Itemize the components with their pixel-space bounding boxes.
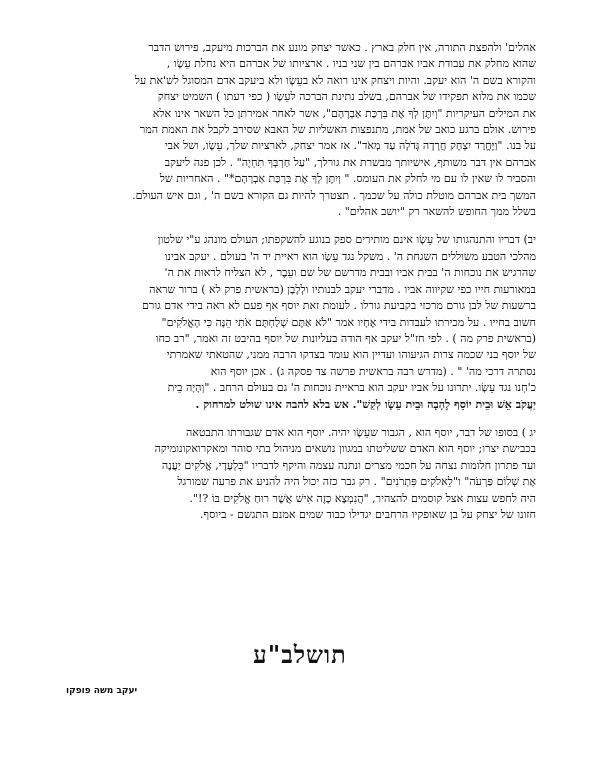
text-line: יג ) בסופו של דבר, יוסף הוא , הגבור שעֵשָׂו יהיה. יוסף הוא אדם שגבורתו התבטאה [185,425,536,439]
text-line: יַעֲקֹב אֵשׁ וּבֵית יוֹסֵף לֶהָבָה וּבֵית עֵשָׂו לְקַשׁ". אש בלא להבה אינו שולט למרחוק . [195,397,536,411]
text-line: חשוב בחייו . על מכירתו לעבדות בידי אֶחָיו אמר "לֹא אַתֶּם שְׁלַחְתֶּם אֹתִי הֵנָּה כִּי הָאֱלֹקִים" [161,315,536,329]
text-line: והקורא בשם ה' הוא יעקב. והיות ויצחק אינו רואה לא בעֵשָׂו ולא ביעקב אדם המסוגל לש'את על [134,73,536,87]
closing-phrase: תושלב"ע [253,640,347,669]
text-line: והסביר לו שאין לו עם מי לחלק את העומס. " וְיִתֶּן לְךָ אֶת בִּרְכַּת אַבְרָהָם*" . האחריות של [159,172,536,186]
text-line: אהלים' ולהפצת התורה, אין חלק בארץ . כאשר יצחק מונע את הברכות מיעקב, פירוש הדבר [148,41,536,54]
text-line: שהרגיש את נוכחות ה' בבית אביו ובבית מדרשם של שם ועֵבֶר , לא הצליח לראות את ה' [164,266,536,280]
text-line: ברשעות של לבן גורם מרכזי בקביעת גורלו . לעומת זאת יוסף אף פעם לא ראה בידי אדם גורם [142,299,536,313]
text-line: היה לחפש עצות אצל קוסמים להצהיר, "הֲנִמְצָא כָזֶה אִישׁ אֲשֶׁר רוּחַ אֱלֹקִים בּוֹ ?!". [189,491,536,505]
text-line: פירוש. אולם ברגע כואב של אמת, מתנפצות האשליות של האבא שסירב לקבל את האמת המר [139,123,536,137]
text-line: מהלכי הטבע משוללים השגחת ה' . משקל נגד עֵשָׂו הוא ראיית יד ה' בעולם . יעקב אבינו [164,249,536,263]
text-line: אֶת שְׁלוֹם פַּרְעֹה" ו"לֵאלֹקִים פִּתְרֹנִים" . רק גבר כזה יכול היה להניע את פרעה שמורגל [177,475,536,489]
text-line: שכמו את מלוא תפקידו של אברהם, בשלב נתינת הברכה לעֵשָׂו ( כפי דעתו ) השמיט יצחק [157,90,536,104]
text-line: בשלל ממך החופש להשאר רק "יושב אהלים" . [337,205,536,219]
author-signature: יעקב משה פופקו [66,686,138,696]
text-line: המשך בית אברהם מוטלת כולה על שכמך . תצטרך להיות גם הקורא בשם ה' , וגם איש העולם. [132,188,536,202]
paragraph-1 [66,40,536,220]
text-line: כ'חְנו נגד עֵשָׂו. יתרונו על אביו יעקב הוא בראיית נוכחות ה' גם בעולם הרחב . "וְהָיָה בֵית [167,381,536,395]
text-line: שהוא מחלק את עבודת אביו אברהם בין שני בניו . ארציותו של אברהם היא נחלת עֵשָׂו , [166,57,536,71]
paragraph-3 [66,425,536,523]
text-line: חזונו של יצחק על בן שאופקיו הרחבים יגדילו כבוד שמים אמנם התגשם - ביוסף. [199,507,536,521]
text-line: של יוסף בני שכמה צרות הגיעוהו ועדיין הוא עומד בצדקו הרבה ממני, שהטאתי שאמרתי [166,348,536,362]
text-line: במאורעות חייו כפי שקיווה אביו . מדברי יעקב לבנותיו ולְלָבָן (בראשית פרק לא ) ברור שראה [149,282,536,296]
text-line: ועד פתרון חלומות נצחה על חכמי מצרים ונתנה עצמה והיקף לדבריו "בִּלְעָדָי, אֱלֹקִים יַעֲנֶה [161,458,536,472]
text-line: (בראשית פרק מה ) . לפי חז"ל יעקב אף הודה בעליונות של יוסף בהיבט זה ואמר, "רב כחו [155,331,536,345]
text-line: אברהם אין דבר משותף, אישיותך מבשרת את גורלך, "עַל חַרְבְּךָ תִחְיֶה" . לכן פנה ליעקב [164,155,536,169]
document-body [66,40,536,523]
text-line: נסתרה דרכי מה' " . (מדרש רבה בראשית פרשה צד פסקה ג) . אכן יוסף הוא [210,364,536,378]
text-line: על בנו. "וַיֶּחֱרַד יִצְחָק חֲרָדָה גְּדֹלָה עַד מְאֹד". אז אמר יצחק, לארציות שלך, עֵשָׂו, ושל אבי [164,139,536,153]
text-line: את המילים העיקריות "וְיִתֶּן לְךָ אֶת בִּרְכַּת אַבְרָהָם", אשר לאחר אמירתן כל השאר אינו אלא [152,106,536,120]
text-line: בכבישת יצרו; יוסף הוא האדם ששליטתו במגוון נושאים מניהול בתי סוהר ומאקרואקונומיקה [154,442,536,456]
text-line: יב) דבריו והתנהגותו של עֵשָׂו אינם מותירים ספק בנוגע להשקפתו; העולם מונהג ע"י שלטון [157,233,536,247]
paragraph-2 [66,232,536,412]
